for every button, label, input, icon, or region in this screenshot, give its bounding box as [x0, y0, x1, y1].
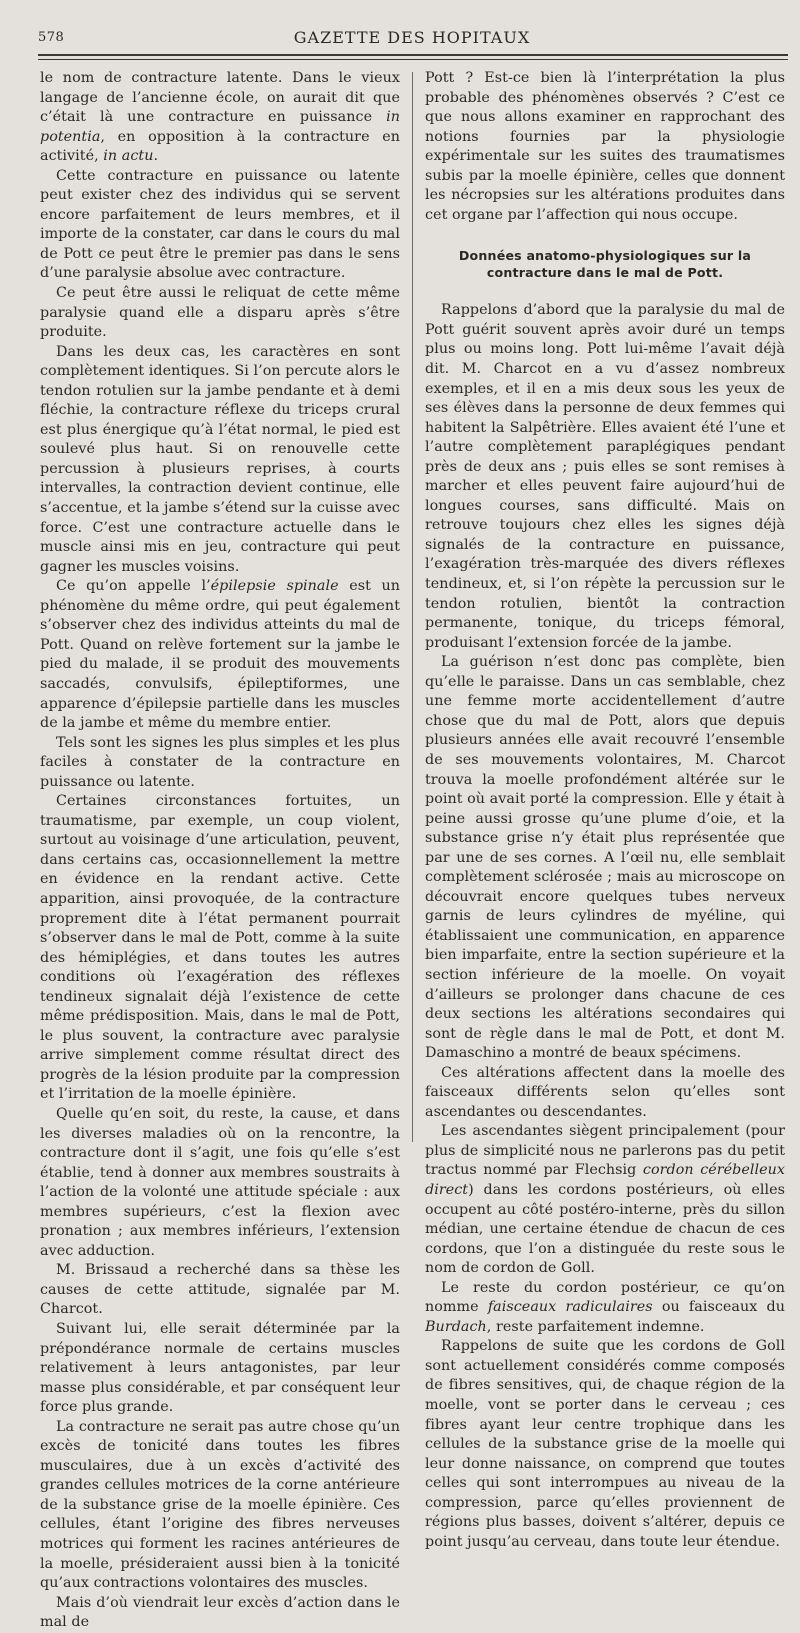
paragraph: [40, 1261, 400, 1320]
text-run: Ces altérations affectent dans la moelle des faisceaux différents selon qu’elles sont ascendantes ou descendantes.: [425, 1064, 785, 1120]
paragraph: [40, 284, 400, 343]
text-run: Certaines circonstances fortuites, un traumatisme, par exemple, un coup violent, surtout au voisinage d’une articulation, peuvent, dans certains cas, occasionnellement la mettre en évidence en la rendant active. Cette apparition, ainsi provoquée, de la contracture proprement dite à l’état permanent pourrait s’observer dans le mal de Pott, comme à la suite des hémiplégies, et dans toutes les autres conditions où l’exagération des réflexes tendineux signalait déjà l’existence de cette même prédisposition. Mais, dans le mal de Pott, le plus souvent, la contracture avec paralysie arrive simplement comme résultat direct des progrès de la lésion produite par la compression et l’irritation de la moelle épinière.: [40, 793, 400, 1103]
text-run: Cette contracture en puissance ou latente peut exister chez des individus qui se servent encore parfaitement de leurs membres, et il importe de la constater, car dans le cours du mal de Pott ce peut être le premier pas dans le sens d’une paralysie absolue avec contracture.: [40, 167, 400, 282]
text-run: Ce peut être aussi le reliquat de cette même paralysie quand elle a disparu après s’être produite.: [40, 285, 400, 341]
italic-term: in actu: [103, 148, 154, 165]
text-run: M. Brissaud a recherché dans sa thèse les causes de cette attitude, signalée par M. Charcot.: [40, 1262, 400, 1318]
journal-title: GAZETTE DES HOPITAUX: [293, 28, 531, 47]
text-run: Rappelons de suite que les cordons de Goll sont actuellement considérés comme composés de fibres sensitives, qui, de chaque région de la moelle, vont se porter dans le cerveau ; ces fibres ayant leur centre trophique dans les cellules de la substance grise de la moelle qui leur donne naissance, on comprend que toutes celles qui sont interrompues au niveau de la compression, parce qu’elles proviennent de régions plus basses, doivent s’altérer, depuis ce point jusqu’au cerveau, dans toute leur étendue.: [425, 1338, 785, 1550]
text-run: Quelle qu’en soit, du reste, la cause, et dans les diverses maladies où on la rencontre, la contracture dont il s’agit, une fois qu’elle s’est établie, tend à donner aux membres soustraits à l’action de la volonté une attitude spéciale : aux membres supérieurs, c’est la flexion avec pronation ; aux membres inférieurs, l’extension avec adduction.: [40, 1105, 400, 1259]
italic-term: faisceaux radiculaires: [487, 1299, 653, 1316]
paragraph: [425, 1064, 785, 1123]
header-rule: [38, 54, 788, 56]
page-header: [38, 26, 786, 50]
text-run: ) dans les cordons postérieurs, où elles occupent au côté postéro-interne, près du sillon médian, une certaine étendue de chacun de ces cordons, que l’on a distinguée du reste sous le nom de cordon de Goll.: [425, 1181, 785, 1277]
text-run: La contracture ne serait pas autre chose qu’un excès de tonicité dans toutes les fibres musculaires, due à un excès d’activité des grandes cellules motrices de la corne antérieure de la substance grise de la moelle épinière. Ces cellules, étant l’origine des fibres nerveuses motrices qui forment les racines antérieures de la moelle, présideraient aussi bien à la tonicité qu’aux contractions volontaires des muscles.: [40, 1418, 400, 1592]
italic-term: cordon cérébelleux direct: [425, 1162, 785, 1198]
paragraph: [425, 1122, 785, 1278]
text-run: ou faisceaux du: [652, 1299, 785, 1316]
paragraph: [40, 1320, 400, 1418]
paragraph: [40, 1418, 400, 1594]
text-run: Le reste du cordon postérieur, ce qu’on nomme: [425, 1279, 785, 1316]
text-run: Les ascendantes siègent principalement (pour plus de simplicité nous ne parlerons pas du petit tractus nommé par Flechsig: [425, 1123, 785, 1179]
text-run: Pott ? Est-ce bien là l’interprétation la plus probable des phénomènes observés ? C’est ce que nous allons examiner en rapprochant des notions fournies par la physiologie expérimentale sur les suites des traumatismes subis par la moelle épinière, celles que donnent les nécropsies sur les altérations produites dans cet organe par l’affection qui nous occupe.: [425, 70, 785, 223]
text-run: Mais d’où viendrait leur excès d’action dans le mal de: [40, 1594, 400, 1631]
italic-term: épilepsie spinale: [210, 578, 339, 595]
paragraph: [40, 734, 400, 793]
right-column: [425, 69, 785, 1552]
text-run: , reste parfaitement indemne.: [486, 1318, 705, 1335]
text-run: Tels sont les signes les plus simples et les plus faciles à constater de la contracture en puissance ou latente.: [40, 734, 400, 790]
text-run: Ce qu’on appelle l’: [56, 578, 211, 595]
paragraph: [425, 653, 785, 1063]
text-run: Dans les deux cas, les caractères en sont complètement identiques. Si l’on percute alors le tendon rotulien sur la jambe pendante et à demi fléchie, la contracture réflexe du triceps crural est plus énergique qu’à l’état normal, le pied est soulevé plus haut. Si on renouvelle cette percussion à plusieurs reprises, à courts intervalles, la contraction devient continue, elle s’accentue, et la jambe s’étend sur la cuisse avec force. C’est une contracture actuelle dans le muscle ainsi mis en jeu, contracture qui peut gagner les muscles voisins.: [40, 343, 400, 575]
paragraph: [40, 792, 400, 1105]
column-divider: [412, 72, 413, 1142]
left-column: [40, 69, 400, 1633]
italic-term: Burdach: [425, 1318, 487, 1335]
page-number: 578: [38, 30, 65, 45]
section-heading: Données anatomo-physiologiques sur la contracture dans le mal de Pott.: [458, 248, 752, 281]
text-run: Suivant lui, elle serait déterminée par la prépondérance normale de certains muscles relativement à leurs antagonistes, par leur masse plus considérable, et par conséquent leur force plus grande.: [40, 1321, 400, 1416]
paragraph: [40, 577, 400, 733]
text-run: La guérison n’est donc pas complète, bien qu’elle le paraisse. Dans un cas semblable, chez une femme morte accidentellement d’autre chose que du mal de Pott, alors que depuis plusieurs années elle avait recouvré l’ensemble de ses mouvements volontaires, M. Charcot trouva la moelle profondément altérée sur le point où avait porté la compression. Elle y était à peine aussi grosse qu’une plume d’oie, et la substance grise n’y était plus représentée que par une de ses cornes. A l’œil nu, elle semblait complètement sclérosée ; mais au microscope on découvrait encore quelques tubes nerveux garnis de leurs cylindres de myéline, qui établissaient une communication, en apparence bien imparfaite, entre la section supérieure et la section inférieure de la moelle. On voyait d’ailleurs se prolonger dans chacune de ces deux sections les altérations secondaires qui sont de règle dans le mal de Pott, et dont M. Damaschino a montré de beaux spécimens.: [425, 654, 785, 1062]
paragraph: [425, 69, 785, 225]
text-run: Rappelons d’abord que la paralysie du mal de Pott guérit souvent après avoir duré un temps plus ou moins long. Pott lui-même l’avait déjà dit. M. Charcot en a vu d’assez nombreux exemples, et il en a mis deux sous les yeux de ses élèves dans la personne de deux femmes qui habitent la Salpêtrière. Elles avaient été l’une et l’autre complètement paraplégiques pendant près de deux ans ; puis elles se sont remises à marcher et elles peuvent faire aujourd’hui de longues courses, sans difficulté. Mais on retrouve toujours chez elles les signes déjà signalés de la contracture en puissance, l’exagération très-marquée des divers réflexes tendineux, et, si l’on répète la percussion sur le tendon rotulien, bientôt la contraction permanente, tonique, du triceps fémoral, produisant l’extension forcée de la jambe.: [425, 302, 785, 651]
paragraph: [425, 1337, 785, 1552]
paragraph: [40, 167, 400, 284]
header-rule-thin: [38, 59, 788, 60]
paragraph: [425, 301, 785, 653]
paragraph: [40, 343, 400, 578]
text-run: est un phénomène du même ordre, qui peut également s’observer chez des individus atteints du mal de Pott. Quand on relève fortement sur la jambe le pied du malade, il se produit des mouvements saccadés, convulsifs, épileptiformes, une apparence d’épilepsie partielle dans les muscles de la jambe et même du membre entier.: [40, 578, 400, 732]
paragraph: [40, 69, 400, 167]
paragraph: [40, 1594, 400, 1633]
italic-term: in potentia: [40, 109, 400, 145]
paragraph: [425, 1279, 785, 1338]
text-run: , en opposition à la contracture en activité,: [40, 128, 400, 165]
text-run: le nom de contracture latente. Dans le vieux langage de l’ancienne école, on aurait dit que c’était là une contracture en puissance: [40, 70, 400, 126]
paragraph: [40, 1105, 400, 1261]
text-run: .: [153, 148, 159, 165]
